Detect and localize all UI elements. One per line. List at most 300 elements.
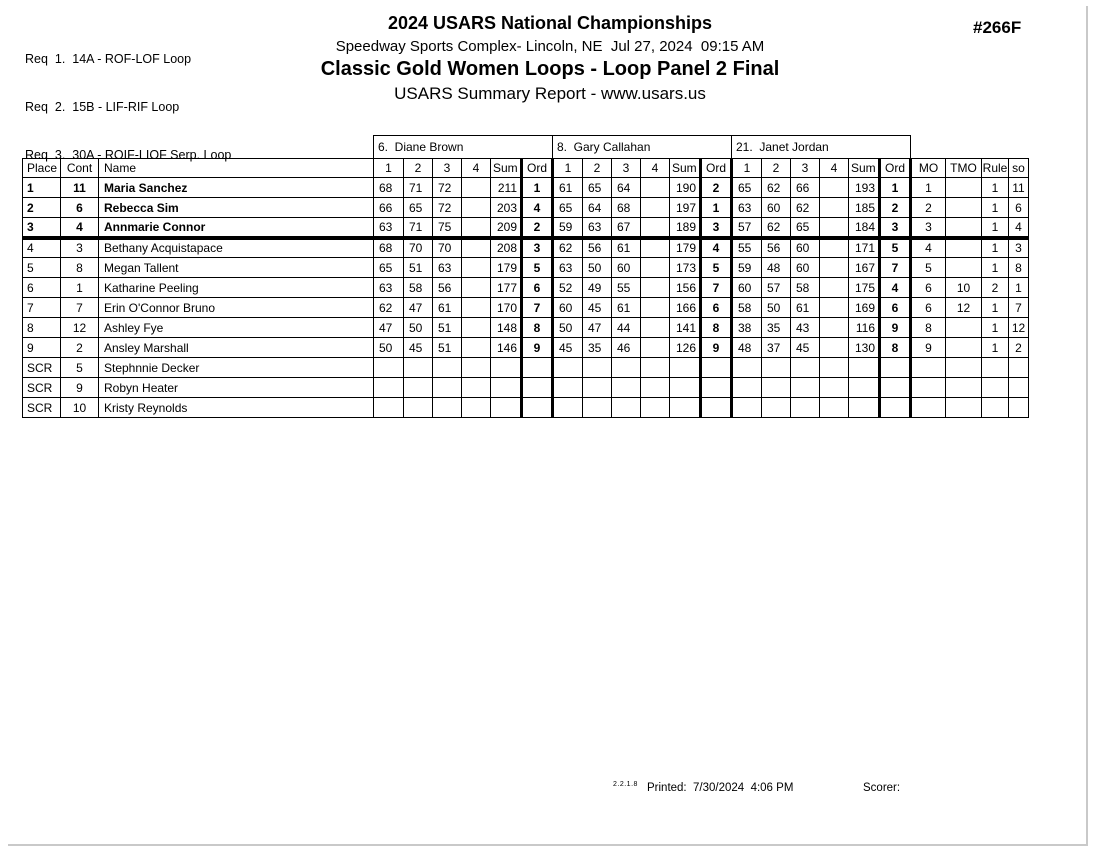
cell-score: 61 [612,238,641,258]
cell-score [433,358,462,378]
cell-ord: 1 [522,178,553,198]
cell-sum: 167 [849,258,880,278]
cell-sum [491,398,522,418]
cell-cont: 8 [61,258,99,278]
cell-ord: 5 [522,258,553,278]
cell-sum: 209 [491,218,522,238]
cell-rule: 1 [982,258,1009,278]
cell-sum: 156 [670,278,701,298]
cell-cont: 4 [61,218,99,238]
cell-mo: 6 [911,298,946,318]
cell-score: 63 [374,218,404,238]
cell-rule: 1 [982,238,1009,258]
col-header-cont: Cont [61,159,99,178]
cell-ord: 8 [522,318,553,338]
cell-name: Megan Tallent [99,258,374,278]
col-header-trial: 3 [433,159,462,178]
cell-score [641,178,670,198]
judge-header-row [23,136,1029,159]
cell-score: 35 [583,338,612,358]
cell-ord: 3 [522,238,553,258]
cell-ord [701,378,732,398]
cell-sum [491,358,522,378]
cell-tmo [946,258,982,278]
cell-score: 48 [732,338,762,358]
cell-score [553,358,583,378]
cell-sum [491,378,522,398]
cell-ord: 5 [880,238,911,258]
col-header-trial: 1 [553,159,583,178]
cell-tmo [946,178,982,198]
cell-score [374,398,404,418]
cell-mo: 8 [911,318,946,338]
cell-so [1009,358,1029,378]
cell-score [820,358,849,378]
cell-ord [880,398,911,418]
cell-score: 65 [374,258,404,278]
cell-tmo: 10 [946,278,982,298]
cell-score [462,238,491,258]
results-head [23,136,1029,178]
cell-score [462,178,491,198]
cell-score: 50 [553,318,583,338]
col-header-trial: 1 [374,159,404,178]
col-header-trial: 2 [583,159,612,178]
cell-score: 51 [433,318,462,338]
cell-ord: 2 [701,178,732,198]
cell-score [641,318,670,338]
table-row [23,398,1029,418]
table-row [23,238,1029,258]
cell-score: 61 [612,298,641,318]
cell-ord: 4 [522,198,553,218]
cell-score: 47 [583,318,612,338]
cell-cont: 9 [61,378,99,398]
cell-ord: 1 [701,198,732,218]
cell-tmo [946,378,982,398]
report-subtitle: USARS Summary Report - www.usars.us [394,84,706,103]
cell-so: 7 [1009,298,1029,318]
cell-so [1009,398,1029,418]
col-header-trial: 3 [791,159,820,178]
title-block [0,13,1100,104]
cell-sum: 116 [849,318,880,338]
cell-score [612,358,641,378]
cell-ord: 6 [701,298,732,318]
col-header-tmo: TMO [946,159,982,178]
cell-tmo [946,338,982,358]
col-header-sum: Sum [491,159,522,178]
cell-score [462,278,491,298]
cell-score: 46 [612,338,641,358]
cell-score: 62 [762,178,791,198]
cell-ord [880,378,911,398]
cell-score: 60 [791,258,820,278]
cell-sum: 203 [491,198,522,218]
cell-score: 60 [553,298,583,318]
cell-score [762,358,791,378]
cell-ord: 4 [701,238,732,258]
cell-score [641,258,670,278]
cell-score: 68 [612,198,641,218]
cell-so: 1 [1009,278,1029,298]
cell-score: 65 [791,218,820,238]
col-header-ord: Ord [522,159,553,178]
cell-name: Maria Sanchez [99,178,374,198]
cell-score: 51 [404,258,433,278]
cell-sum [849,378,880,398]
cell-ord: 3 [701,218,732,238]
cell-so: 6 [1009,198,1029,218]
cell-score [732,398,762,418]
cell-ord: 2 [522,218,553,238]
col-header-ord: Ord [701,159,732,178]
results-table-wrap [22,135,1029,418]
cell-score: 70 [404,238,433,258]
cell-score [583,398,612,418]
cell-place: 3 [23,218,61,238]
cell-sum: 169 [849,298,880,318]
cell-score [820,398,849,418]
cell-sum: 130 [849,338,880,358]
cell-sum [670,398,701,418]
cell-score: 49 [583,278,612,298]
cell-score [641,198,670,218]
cell-mo: 2 [911,198,946,218]
cell-score [820,298,849,318]
cell-score [433,398,462,418]
cell-score: 62 [553,238,583,258]
col-header-trial: 2 [762,159,791,178]
cell-rule: 1 [982,298,1009,318]
cell-score [462,198,491,218]
col-header-trial: 4 [820,159,849,178]
cell-cont: 6 [61,198,99,218]
cell-score: 60 [732,278,762,298]
col-header-trial: 2 [404,159,433,178]
corner-spacer [23,136,374,159]
cell-score: 61 [433,298,462,318]
cell-score: 55 [612,278,641,298]
cell-score: 56 [762,238,791,258]
cell-ord: 5 [701,258,732,278]
cell-sum: 171 [849,238,880,258]
table-row [23,378,1029,398]
cell-ord: 4 [880,278,911,298]
cell-score: 58 [732,298,762,318]
cell-sum: 185 [849,198,880,218]
cell-so: 8 [1009,258,1029,278]
cell-rule: 1 [982,218,1009,238]
col-header-place: Place [23,159,61,178]
cell-score [762,378,791,398]
cell-sum: 190 [670,178,701,198]
table-row [23,358,1029,378]
cell-name: Annmarie Connor [99,218,374,238]
table-row [23,278,1029,298]
cell-mo: 5 [911,258,946,278]
cell-score: 63 [732,198,762,218]
cell-tmo [946,358,982,378]
cell-score [820,178,849,198]
cell-cont: 2 [61,338,99,358]
cell-sum [670,358,701,378]
cell-score: 60 [612,258,641,278]
cell-place: 7 [23,298,61,318]
cell-score [732,358,762,378]
cell-sum: 177 [491,278,522,298]
cell-sum: 166 [670,298,701,318]
cell-score: 57 [732,218,762,238]
col-header-sum: Sum [670,159,701,178]
cell-score [641,218,670,238]
cell-mo: 3 [911,218,946,238]
results-table [22,135,1029,418]
doc-number: #266F [973,18,1022,37]
col-header-trial: 3 [612,159,641,178]
cell-score: 68 [374,238,404,258]
cell-score [583,378,612,398]
cell-rule [982,398,1009,418]
column-header-row [23,159,1029,178]
cell-score: 68 [374,178,404,198]
col-header-name: Name [99,159,374,178]
cell-score [404,358,433,378]
version-note: 2.2.1.8 [613,781,638,788]
cell-cont: 12 [61,318,99,338]
cell-score: 52 [553,278,583,298]
cell-rule [982,358,1009,378]
cell-sum [849,358,880,378]
cell-ord: 9 [701,338,732,358]
cell-ord: 6 [522,278,553,298]
cell-ord [701,358,732,378]
cell-score [820,318,849,338]
cell-score: 50 [404,318,433,338]
cell-score: 45 [583,298,612,318]
table-row [23,258,1029,278]
cell-place: 8 [23,318,61,338]
cell-score [374,378,404,398]
cell-rule: 2 [982,278,1009,298]
cell-score [462,338,491,358]
cell-score: 64 [583,198,612,218]
cell-name: Rebecca Sim [99,198,374,218]
cell-score: 61 [791,298,820,318]
cell-score: 56 [583,238,612,258]
cell-place: 6 [23,278,61,298]
cell-rule: 1 [982,198,1009,218]
cell-score [553,378,583,398]
cell-mo: 4 [911,238,946,258]
cell-sum: 179 [491,258,522,278]
cell-ord [522,398,553,418]
cell-ord: 9 [522,338,553,358]
cell-cont: 3 [61,238,99,258]
results-body [23,178,1029,418]
cell-rule: 1 [982,318,1009,338]
cell-sum: 179 [670,238,701,258]
cell-so: 3 [1009,238,1029,258]
cell-sum: 184 [849,218,880,238]
cell-mo: 6 [911,278,946,298]
cell-ord: 9 [880,318,911,338]
cell-score [612,378,641,398]
cell-sum: 146 [491,338,522,358]
cell-ord: 7 [522,298,553,318]
cell-score [641,238,670,258]
table-row [23,198,1029,218]
cell-score [762,398,791,418]
cell-sum: 170 [491,298,522,318]
cell-sum: 141 [670,318,701,338]
cell-score: 35 [762,318,791,338]
judge-name: 8. Gary Callahan [553,136,732,159]
cell-score: 64 [612,178,641,198]
cell-name: Erin O'Connor Bruno [99,298,374,318]
cell-rule: 1 [982,338,1009,358]
cell-sum: 175 [849,278,880,298]
cell-score [462,298,491,318]
cell-score [404,398,433,418]
cell-score: 65 [583,178,612,198]
cell-score: 70 [433,238,462,258]
cell-score [820,278,849,298]
cell-tmo [946,218,982,238]
cell-score: 50 [374,338,404,358]
cell-score: 57 [762,278,791,298]
cell-ord: 7 [701,278,732,298]
table-row [23,298,1029,318]
requirement-line: Req 1. 14A - ROF-LOF Loop [25,52,192,66]
col-header-trial: 4 [641,159,670,178]
cell-place: SCR [23,358,61,378]
cell-name: Stephnnie Decker [99,358,374,378]
cell-score: 60 [791,238,820,258]
cell-score [553,398,583,418]
cell-tmo [946,198,982,218]
cell-tmo: 12 [946,298,982,318]
cell-score: 55 [732,238,762,258]
cell-score [404,378,433,398]
cell-score [820,198,849,218]
cell-place: 1 [23,178,61,198]
cell-ord: 7 [880,258,911,278]
cell-score [791,398,820,418]
cell-ord: 8 [880,338,911,358]
cell-score: 45 [553,338,583,358]
requirement-line: Req 2. 15B - LIF-RIF Loop [25,100,180,114]
cell-score: 65 [404,198,433,218]
cell-sum [849,398,880,418]
cell-score: 61 [553,178,583,198]
cell-ord: 6 [880,298,911,318]
cell-ord: 3 [880,218,911,238]
cell-score [791,378,820,398]
cell-score [462,318,491,338]
cell-sum: 148 [491,318,522,338]
cell-name: Katharine Peeling [99,278,374,298]
printed-timestamp: Printed: 7/30/2024 4:06 PM [647,782,794,794]
cell-score: 45 [404,338,433,358]
cell-so: 4 [1009,218,1029,238]
cell-score: 62 [762,218,791,238]
cell-so: 2 [1009,338,1029,358]
cell-score: 59 [732,258,762,278]
tail-spacer [911,136,1029,159]
cell-score: 60 [762,198,791,218]
cell-score: 47 [374,318,404,338]
col-header-so: so [1009,159,1029,178]
cell-mo [911,378,946,398]
cell-score [462,358,491,378]
cell-score: 65 [732,178,762,198]
cell-cont: 5 [61,358,99,378]
cell-tmo [946,398,982,418]
cell-score [641,278,670,298]
scorer-label: Scorer: [863,782,901,794]
cell-sum: 211 [491,178,522,198]
cell-score: 75 [433,218,462,238]
cell-name: Robyn Heater [99,378,374,398]
cell-place: 9 [23,338,61,358]
venue-date-line: Speedway Sports Complex- Lincoln, NE Jul 27, 2024 09:15 AM [335,38,765,55]
cell-score [583,358,612,378]
cell-score [462,378,491,398]
cell-score [374,358,404,378]
cell-score: 72 [433,178,462,198]
cell-place: SCR [23,378,61,398]
cell-score [820,238,849,258]
cell-score: 51 [433,338,462,358]
cell-mo [911,358,946,378]
cell-ord: 1 [880,178,911,198]
cell-score: 62 [374,298,404,318]
cell-score [462,218,491,238]
cell-score: 59 [553,218,583,238]
cell-score: 72 [433,198,462,218]
judge-name: 6. Diane Brown [374,136,553,159]
cell-score: 71 [404,178,433,198]
col-header-trial: 4 [462,159,491,178]
cell-score: 45 [791,338,820,358]
cell-score: 63 [553,258,583,278]
col-header-trial: 1 [732,159,762,178]
cell-ord [522,358,553,378]
cell-score: 66 [791,178,820,198]
cell-score: 37 [762,338,791,358]
table-row [23,218,1029,238]
table-row [23,338,1029,358]
cell-score: 48 [762,258,791,278]
cell-cont: 10 [61,398,99,418]
cell-score: 50 [762,298,791,318]
cell-name: Bethany Acquistapace [99,238,374,258]
cell-score: 58 [791,278,820,298]
cell-score: 58 [404,278,433,298]
cell-score [820,258,849,278]
cell-score: 63 [583,218,612,238]
cell-score [820,378,849,398]
cell-score [462,398,491,418]
cell-score: 47 [404,298,433,318]
cell-rule: 1 [982,178,1009,198]
cell-name: Kristy Reynolds [99,398,374,418]
cell-score [612,398,641,418]
col-header-mo: MO [911,159,946,178]
col-header-sum: Sum [849,159,880,178]
cell-sum [670,378,701,398]
